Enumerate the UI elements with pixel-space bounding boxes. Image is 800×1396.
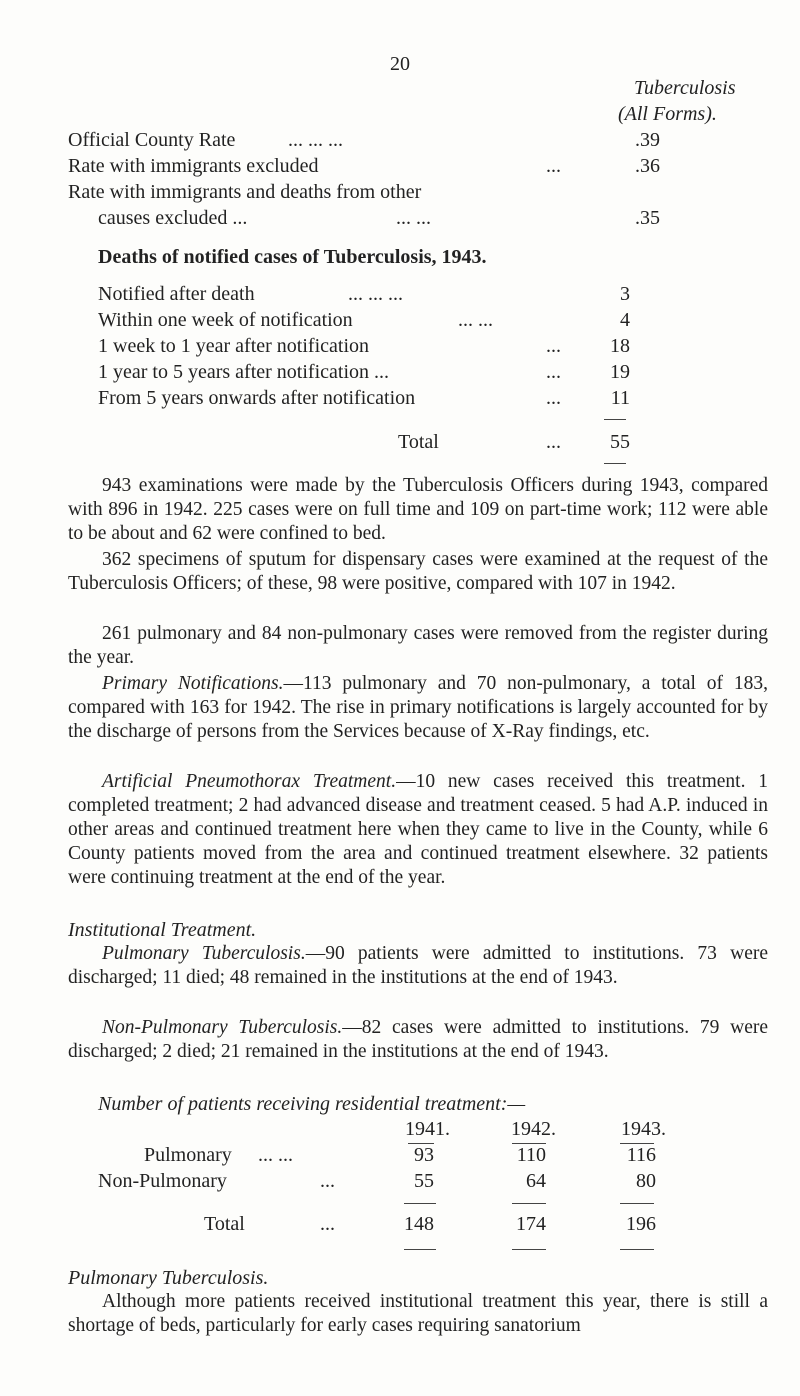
total-rule-bottom	[404, 1249, 436, 1250]
table-cell: 80	[636, 1170, 656, 1192]
deaths-dots: ... ...	[458, 309, 493, 331]
paragraph-sputum: 362 specimens of sputum for dispensary cases were examined at the request of the Tuberculosis Officers; of these, 98 were positive, compared with 107 in 1942.	[68, 549, 768, 594]
paragraph-examinations: 943 examinations were made by the Tuberculosis Officers during 1943, compared with 896 in 1942. 225 cases were on full time and 109 on part-time work; 112 were able to be about and 62 were confined to bed.	[68, 475, 768, 544]
deaths-value: 3	[620, 283, 630, 305]
rate-value: .35	[635, 207, 660, 229]
rate-label: Rate with immigrants excluded	[68, 155, 319, 177]
deaths-value: 4	[620, 309, 630, 331]
rate-dots: ... ... ...	[288, 129, 343, 151]
paragraph-pulmonary-institutions: Pulmonary Tuberculosis.—90 patients were admitted to institutions. 73 were discharged; 11 died; 48 remained in the institutions at the end of 1943.	[68, 943, 768, 988]
pulmonary-tuberculosis-heading: Pulmonary Tuberculosis.	[102, 943, 306, 964]
total-rule-bottom	[620, 1249, 654, 1250]
table-cell: 93	[414, 1144, 434, 1166]
table-row-dots: ...	[320, 1170, 335, 1192]
rates-header-line2: (All Forms).	[618, 103, 717, 125]
deaths-label: Notified after death	[98, 283, 255, 305]
institutional-treatment-heading: Institutional Treatment.	[68, 919, 257, 941]
total-rule-bottom	[512, 1249, 546, 1250]
deaths-total-label: Total	[398, 431, 439, 453]
rates-header-line1: Tuberculosis	[634, 77, 736, 99]
rate-label: Official County Rate	[68, 129, 236, 151]
table-row-label: Pulmonary	[144, 1144, 232, 1166]
deaths-dots: ...	[546, 335, 561, 357]
deaths-value: 19	[610, 361, 630, 383]
deaths-dots: ...	[546, 387, 561, 409]
year-header: 1941.	[405, 1118, 450, 1140]
total-rule-top	[512, 1203, 546, 1204]
rate-value: .39	[635, 129, 660, 151]
total-rule-top	[404, 1203, 436, 1204]
deaths-total-value: 55	[610, 431, 630, 453]
deaths-label: Within one week of notification	[98, 309, 353, 331]
rate-value: .36	[635, 155, 660, 177]
paragraph-non-pulmonary-institutions: Non-Pulmonary Tuberculosis.—82 cases were admitted to institutions. 79 were discharged; 2 died; 21 remained in the institutions at the end of 1943.	[68, 1017, 768, 1062]
page-number: 20	[390, 53, 410, 75]
paragraph-primary-notifications: Primary Notifications.—113 pulmonary and 70 non-pulmonary, a total of 183, compared with 163 for 1942. The rise in primary notifications is largely accounted for by the discharge of persons from the Services because of X-Ray findings, etc.	[68, 673, 769, 742]
deaths-label: 1 week to 1 year after notification	[98, 335, 369, 357]
deaths-total-rule-top	[604, 419, 626, 420]
primary-notifications-heading: Primary Notifications.	[102, 673, 284, 694]
rate-dots: ... ...	[396, 207, 431, 229]
deaths-title: Deaths of notified cases of Tuberculosis, 1943.	[98, 246, 487, 268]
paragraph-closing: Although more patients received institutional treatment this year, there is still a shortage of beds, particularly for early cases requiring sanatorium	[68, 1291, 768, 1336]
non-pulmonary-tuberculosis-heading: Non-Pulmonary Tuberculosis.	[102, 1017, 343, 1038]
paragraph-artificial-pneumothorax: Artificial Pneumothorax Treatment.—10 new cases received this treatment. 1 completed treatment; 2 had advanced disease and treatment ceased. 5 had A.P. induced in other areas and continued treatment here when they came to live in the County, while 6 County patients moved from the area and continued treatment elsewhere. 32 patients were continuing treatment at the end of the year.	[68, 771, 768, 888]
table-total-label: Total	[204, 1213, 245, 1235]
table-row-label: Non-Pulmonary	[98, 1170, 227, 1192]
table-total-cell: 148	[404, 1213, 434, 1235]
deaths-label: From 5 years onwards after notification	[98, 387, 416, 409]
year-header: 1942.	[511, 1118, 556, 1140]
table-cell: 116	[626, 1144, 656, 1166]
artificial-pneumothorax-heading: Artificial Pneumothorax Treatment.	[102, 771, 397, 792]
table-row-dots: ... ...	[258, 1144, 293, 1166]
closing-heading: Pulmonary Tuberculosis.	[68, 1267, 269, 1289]
deaths-value: 11	[610, 387, 630, 409]
table-cell: 110	[516, 1144, 546, 1166]
deaths-dots: ... ... ...	[348, 283, 403, 305]
residential-table-heading: Number of patients receiving residential treatment:—	[98, 1093, 526, 1115]
rate-label: Rate with immigrants and deaths from other	[68, 181, 422, 203]
year-header: 1943.	[621, 1118, 666, 1140]
deaths-total-rule-bottom	[604, 463, 626, 464]
deaths-total-dots: ...	[546, 431, 561, 453]
deaths-label: 1 year to 5 years after notification ...	[98, 361, 389, 383]
table-total-cell: 196	[626, 1213, 656, 1235]
rate-label-continued: causes excluded ...	[98, 207, 248, 229]
table-cell: 64	[526, 1170, 546, 1192]
rate-dots: ...	[546, 155, 561, 177]
paragraph-removed: 261 pulmonary and 84 non-pulmonary cases were removed from the register during the year.	[68, 623, 768, 668]
deaths-dots: ...	[546, 361, 561, 383]
total-rule-top	[620, 1203, 654, 1204]
table-total-dots: ...	[320, 1213, 335, 1235]
table-total-cell: 174	[516, 1213, 546, 1235]
deaths-value: 18	[610, 335, 630, 357]
table-cell: 55	[414, 1170, 434, 1192]
